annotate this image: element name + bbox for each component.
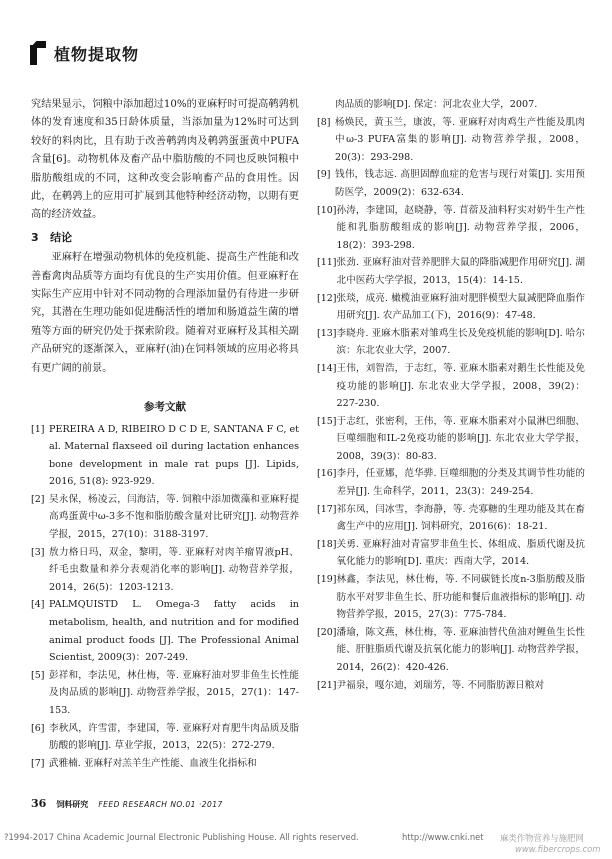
reference-text: 祁东凤，闫冰雪，李海静，等. 壳寡糖的生理功能及其在畜禽生产中的应用[J]. 饲料研究，2016(6)：18-21. xyxy=(336,503,585,533)
left-column xyxy=(31,96,299,773)
reference-text: 关勇. 亚麻籽油对青富罗非鱼生长、体组成、脂质代谢及抗氧化能力的影响[D]. 重庆：西南大学，2014. xyxy=(336,538,585,568)
page-footer xyxy=(31,797,223,810)
section-header xyxy=(30,38,139,68)
right-column xyxy=(317,96,585,695)
reference-text: 李秋风，许雪雷，李建国，等. 亚麻籽对育肥牛肉品质及脂肪酸的影响[J]. 草业学报，2013，22(5)：272-279. xyxy=(49,722,299,752)
journal-issue: FEED RESEARCH NO.01 ·2017 xyxy=(98,800,223,809)
reference-item xyxy=(317,677,585,695)
reference-number: [10] xyxy=(317,204,337,216)
reference-continuation: 肉品质的影响[D]. 保定：河北农业大学，2007. xyxy=(335,99,538,110)
reference-item xyxy=(317,290,585,325)
reference-text: 敖力格日玛，双金，黎明，等. 亚麻籽对肉羊瘤胃液pH、纤毛虫数量和养分表观消化率的影响[J]. 动物营养学报，2014，26(5)：1203-1213. xyxy=(49,546,299,593)
reference-item xyxy=(317,254,585,289)
reference-text: 林鑫，李法见，林仕梅，等. 不同碳链长度n-3脂肪酸及脂肪水平对罗非鱼生长、肝功能和餐后血液指标的影响[J]. 动物营养学报，2015，27(3)：775-784. xyxy=(336,574,585,621)
reference-number: [14] xyxy=(317,362,337,374)
reference-number: [13] xyxy=(317,327,337,339)
reference-item xyxy=(31,421,299,491)
reference-item xyxy=(317,501,585,536)
reference-item xyxy=(31,667,299,720)
copyright-text: ?1994-2017 China Academic Journal Electronic Publishing House. All rights reserved. xyxy=(4,832,359,842)
section-number: 3 xyxy=(31,230,39,244)
reference-number: [5] xyxy=(31,669,45,681)
reference-text: 张劲. 亚麻籽油对营养肥胖大鼠的降脂减肥作用研究[J]. 湖北中医药大学学报，2013，15(4)：14-15. xyxy=(336,257,585,286)
reference-item xyxy=(317,413,585,466)
reference-item xyxy=(31,544,299,597)
reference-item xyxy=(317,166,585,201)
reference-text: 吴永保，杨凌云，闫海洁，等. 饲粮中添加微藻和亚麻籽提高鸡蛋黄中ω-3多不饱和脂肪酸含量对比研究[J]. 动物营养学报，2015，27(10)：3188-3197. xyxy=(49,493,299,541)
reference-item xyxy=(317,360,585,413)
reference-text: PALMQUISTD L. Omega-3 fatty acids in metabolism, health, and nutrition and for modified animal product foods [J]. The Professional Animal Scientist, 2009(3)：207-249. xyxy=(49,599,299,664)
section-heading xyxy=(31,229,299,247)
conclusion-paragraph: 亚麻籽在增强动物机体的免疫机能、提高生产性能和改善畜禽肉品质等方面均有优良的生产实用价值。但亚麻籽在实际生产应用中针对不同动物的合理添加量仍有待进一步研究，其潜在生理功能如促进酶活性的增加和肠道益生菌的增殖等方面的研究仍处于探索阶段。随着对亚麻籽及其相关副产品研究的逐渐深入，亚麻籽(油)在饲料领域的应用必将具有更广阔的前景。 xyxy=(31,252,299,374)
reference-item xyxy=(317,465,585,500)
reference-item xyxy=(31,596,299,666)
reference-text: 孙涛，李建国，赵晓静，等. 苜蓿及油料籽实对奶牛生产性能和乳脂肪酸组成的影响[J]. 动物营养学报，2006，18(2)：393-298. xyxy=(336,204,585,251)
reference-number: [21] xyxy=(317,679,337,691)
reference-number: [15] xyxy=(317,415,337,427)
reference-number: [2] xyxy=(31,493,45,505)
cnki-link[interactable]: http://www.cnki.net xyxy=(402,832,484,842)
watermark-url: www.fibercrops.com xyxy=(515,844,601,854)
reference-number: [7] xyxy=(31,757,45,769)
reference-item xyxy=(31,491,299,544)
reference-number: [20] xyxy=(317,626,337,638)
reference-number: [18] xyxy=(317,538,337,550)
watermark-text: 麻类作物营养与施肥网 xyxy=(500,833,584,843)
reference-text: 彭祥和，李法见，林仕梅，等. 亚麻籽油对罗非鱼生长性能及肉品质的影响[J]. 动物营养学报，2015，27(1)：147-153. xyxy=(49,669,299,716)
reference-item xyxy=(31,755,299,773)
journal-name: 饲料研究 xyxy=(56,800,89,809)
reference-number: [11] xyxy=(317,257,337,269)
reference-text: 李丹，任亚娜，范华骅. 巨噬细胞的分类及其调节性功能的差异[J]. 生命科学，2011，23(3)：249-254. xyxy=(336,468,585,498)
reference-text: 张琰，成亮. 橄榄油亚麻籽油对肥胖模型大鼠减肥降血脂作用研究[J]. 农产品加工(下)，2016(9)：47-48. xyxy=(336,292,585,322)
reference-number: [16] xyxy=(317,468,337,480)
reference-text: 武雅楠. 亚麻籽对羔羊生产性能、血液生化指标和 xyxy=(49,757,257,769)
reference-text: 潘瑜，陈文燕，林仕梅，等. 亚麻油替代鱼油对鲤鱼生长性能、肝脏脂质代谢及抗氧化能力的影响[J]. 动物营养学报，2014，26(2)：420-426. xyxy=(336,626,585,673)
reference-item xyxy=(317,114,585,167)
reference-number: [8] xyxy=(317,116,331,128)
reference-list xyxy=(31,421,299,774)
reference-text: 王伟，刘智浩，于志红，等. 亚麻木脂素对鹅生长性能及免疫功能的影响[J]. 东北农业大学学报，2008，39(2)：227-230. xyxy=(336,362,585,410)
reference-number: [6] xyxy=(31,722,45,734)
reference-item xyxy=(31,720,299,755)
reference-item xyxy=(317,536,585,571)
section-logo-icon xyxy=(30,41,46,65)
reference-number: [12] xyxy=(317,292,337,304)
reference-item xyxy=(317,325,585,360)
reference-item xyxy=(317,202,585,255)
reference-number: [17] xyxy=(317,503,337,515)
page-number: 36 xyxy=(31,797,47,810)
reference-number: [19] xyxy=(317,574,337,586)
reference-text: 于志红，张密利，王伟，等. 亚麻木脂素对小鼠淋巴细胞、巨噬细胞和IL-2免疫功能的影响[J]. 东北农业大学学报，2008，39(3)：80-83. xyxy=(336,415,585,462)
reference-item xyxy=(317,571,585,624)
reference-number: [9] xyxy=(317,169,331,181)
reference-number: [1] xyxy=(31,423,45,435)
section-heading-text: 结论 xyxy=(50,230,73,244)
body-paragraph: 究结果显示，饲粮中添加超过10%的亚麻籽时可提高鹌鹑机体的发育速度和35日龄体质量，当添加量为12%时可达到较好的料肉比，且有助于改善鹌鹑肉及鹌鹑蛋蛋黄中PUFA含量[6]。动物机体及畜产品中脂肪酸的不同也反映饲粮中脂肪酸组成的不同，这种改变会影响畜产品的食用性。因此，在鹌鹑上的应用可扩展到其他特种经济动物，以期有更高的经济效益。 xyxy=(31,99,299,221)
reference-text: 尹福泉，嘎尔迪，刘瑞芳，等. 不同脂肪源日粮对 xyxy=(336,679,545,691)
reference-number: [4] xyxy=(31,599,45,611)
reference-list xyxy=(317,114,585,695)
reference-text: 杨焕民，黄玉兰，康波，等. 亚麻籽对肉鸡生产性能及肌肉中ω-3 PUFA富集的影响[J]. 动物营养学报，2008，20(3)：293-298. xyxy=(335,116,585,163)
reference-number: [3] xyxy=(31,546,45,558)
reference-text: PEREIRA A D, RIBEIRO D C D E, SANTANA F C, et al. Maternal flaxseed oil during lactation enhances bone development in male rat pups [J]. Lipids, 2016, 51(8): 923-929. xyxy=(49,423,299,488)
reference-item xyxy=(317,624,585,677)
references-title: 参考文献 xyxy=(144,401,186,414)
section-title: 植物提取物 xyxy=(54,44,140,64)
reference-text: 钱伟，钱志远. 高胆固醇血症的危害与现行对策[J]. 实用预防医学，2009(2)：632-634. xyxy=(335,169,585,198)
reference-text: 李晓舟. 亚麻木脂素对雏鸡生长及免疫机能的影响[D]. 哈尔滨：东北农业大学，2007. xyxy=(336,327,585,357)
